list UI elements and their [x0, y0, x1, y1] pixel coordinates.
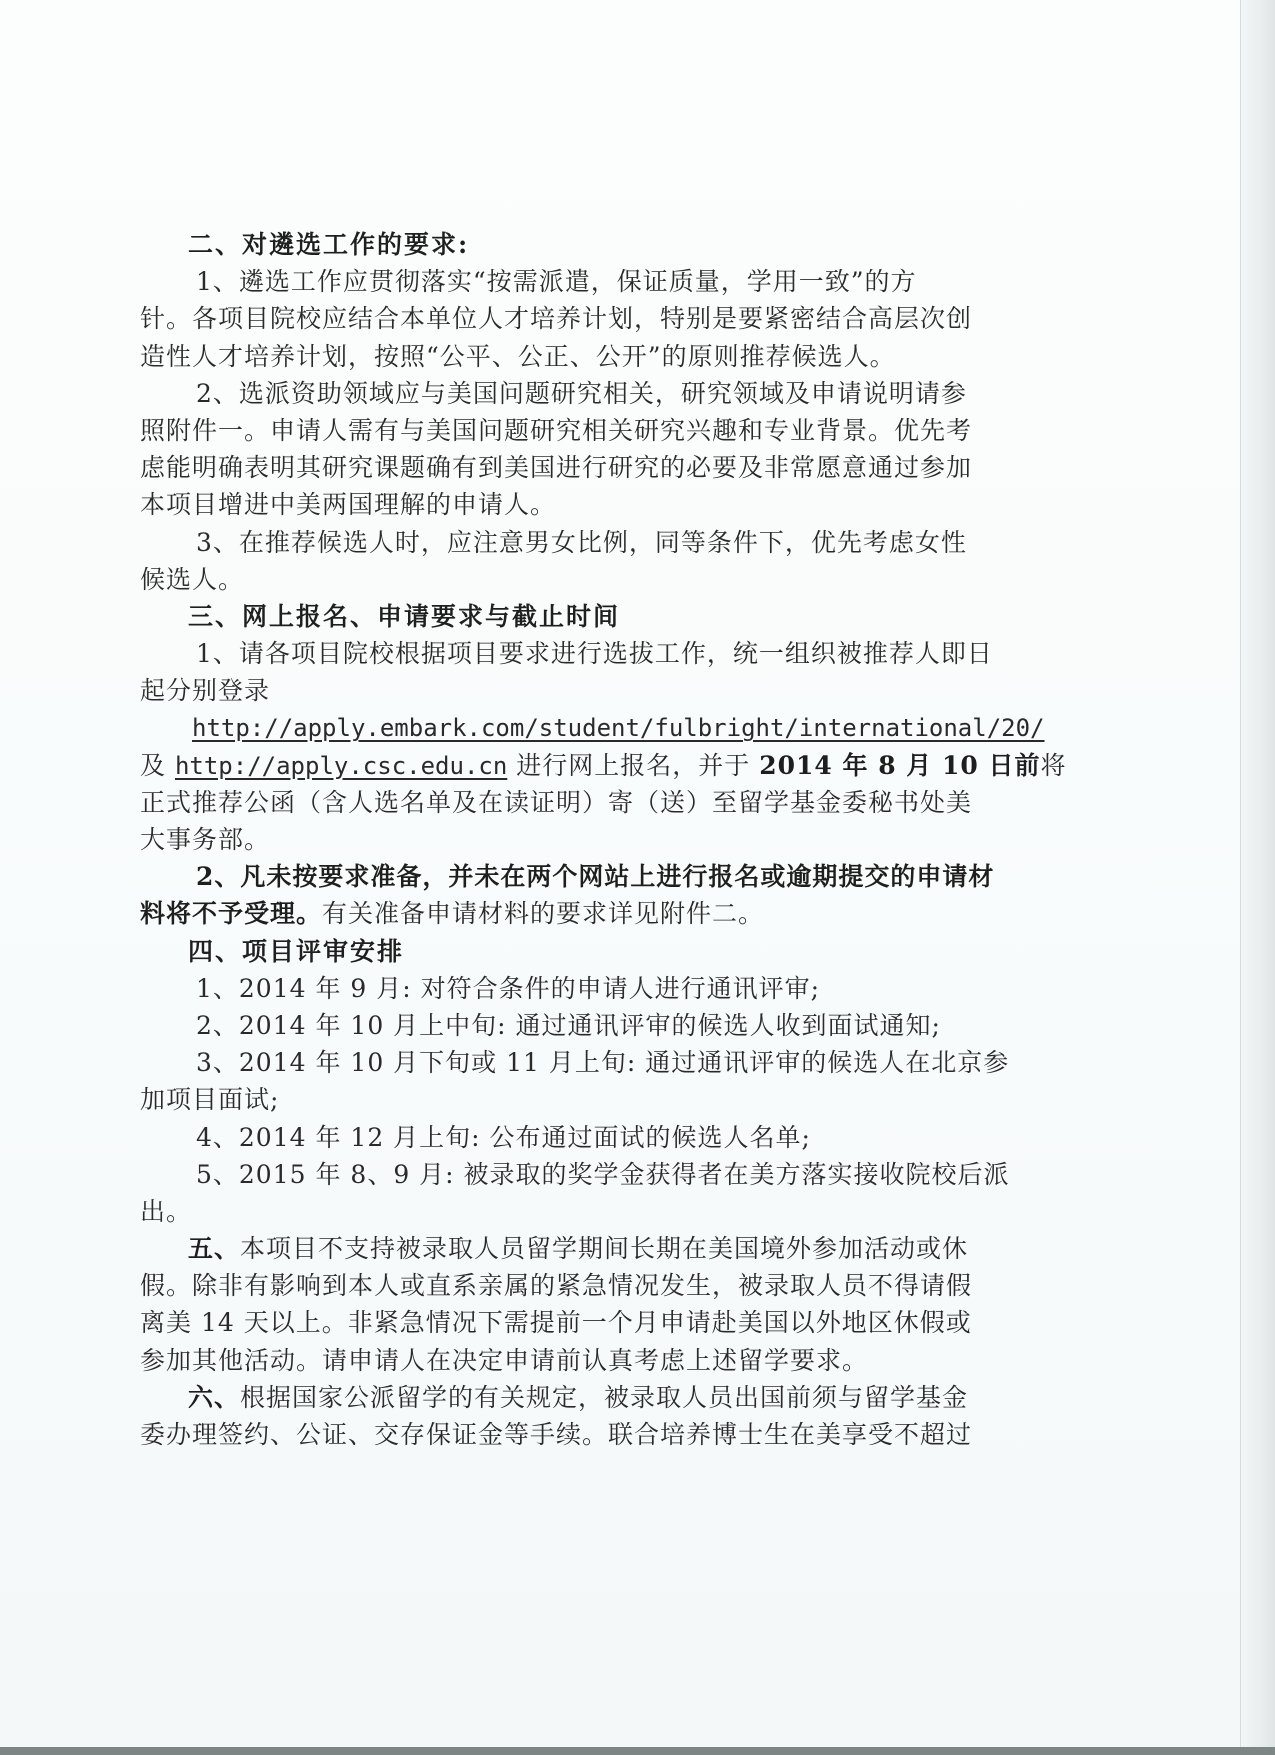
scan-right-edge	[1240, 0, 1275, 1755]
text-fragment: 进行网上报名，并于	[507, 750, 760, 780]
paragraph-line: 参加其他活动。请申请人在决定申请前认真考虑上述留学要求。	[140, 1345, 869, 1375]
paragraph-line: 本项目增进中美两国理解的申请人。	[140, 490, 557, 520]
paragraph-line: 虑能明确表明其研究课题确有到美国进行研究的必要及非常愿意通过参加	[140, 453, 973, 483]
section-label-5: 五、	[188, 1234, 241, 1264]
section-label-6: 六、	[188, 1382, 241, 1412]
section-heading-4: 四、项目评审安排	[188, 936, 405, 966]
section-heading-2: 二、对遴选工作的要求:	[188, 230, 470, 259]
paragraph-line: 1、遴选工作应贯彻落实“按需派遣，保证质量，学用一致”的方	[196, 267, 917, 297]
schedule-item-continued: 加项目面试;	[140, 1085, 280, 1115]
schedule-item: 3、2014 年 10 月下旬或 11 月上旬: 通过通讯评审的候选人在北京参	[196, 1048, 1010, 1078]
text-fragment: 根据国家公派留学的有关规定，被录取人员出国前须与留学基金	[240, 1382, 969, 1412]
paragraph-line	[140, 895, 1090, 932]
paragraph-line: 正式推荐公函（含人选名单及在读证明）寄（送）至留学基金委秘书处美	[140, 787, 973, 817]
bold-fragment: 料将不予受理。	[140, 899, 323, 929]
paragraph-line	[140, 1230, 1090, 1267]
section-heading-3: 三、网上报名、申请要求与截止时间	[188, 601, 621, 631]
paragraph-line	[140, 747, 1090, 784]
text-fragment: 将	[1040, 750, 1067, 780]
text-fragment: 本项目不支持被录取人员留学期间长期在美国境外参加活动或休	[240, 1234, 969, 1264]
paragraph-line: 针。各项目院校应结合本单位人才培养计划，特别是要紧密结合高层次创	[140, 304, 973, 334]
text-fragment: 及	[140, 750, 175, 780]
paragraph-line: 2、选派资助领域应与美国问题研究相关，研究领域及申请说明请参	[196, 378, 967, 408]
paragraph-line: 假。除非有影响到本人或直系亲属的紧急情况发生，被录取人员不得请假	[140, 1271, 973, 1301]
csc-apply-link[interactable]: http://apply.csc.edu.cn	[174, 751, 508, 780]
paragraph-line: 大事务部。	[140, 825, 271, 854]
paragraph-line: 3、在推荐候选人时，应注意男女比例，同等条件下，优先考虑女性	[196, 527, 967, 557]
text-fragment: 有关准备申请材料的要求详见附件二。	[322, 899, 765, 929]
paragraph-line: 候选人。	[140, 564, 245, 594]
paragraph-line-bold: 2、凡未按要求准备，并未在两个网站上进行报名或逾期提交的申请材	[196, 862, 995, 892]
paragraph-line: 委办理签约、公证、交存保证金等手续。联合培养博士生在美享受不超过	[140, 1420, 973, 1449]
paragraph-line: 造性人才培养计划，按照“公平、公正、公开”的原则推荐候选人。	[140, 341, 896, 371]
paragraph-line: 1、请各项目院校根据项目要求进行选拔工作，统一组织被推荐人即日	[196, 639, 993, 669]
schedule-item: 4、2014 年 12 月上旬: 公布通过面试的候选人名单;	[196, 1122, 811, 1152]
deadline-date: 2014 年 8 月 10 日前	[759, 750, 1041, 780]
schedule-item: 5、2015 年 8、9 月: 被录取的奖学金获得者在美方落实接收院校后派	[196, 1159, 1010, 1189]
schedule-item-continued: 出。	[140, 1196, 193, 1226]
paragraph-line	[140, 1379, 1090, 1416]
document-body	[140, 226, 1090, 1453]
paragraph-line: 照附件一。申请人需有与美国问题研究相关研究兴趣和专业背景。优先考	[140, 415, 973, 445]
schedule-item: 1、2014 年 9 月: 对符合条件的申请人进行通讯评审;	[196, 973, 821, 1003]
paragraph-line: 离美 14 天以上。非紧急情况下需提前一个月申请赴美国以外地区休假或	[140, 1308, 972, 1338]
url-line	[140, 709, 1090, 746]
paragraph-line: 起分别登录	[140, 676, 271, 706]
schedule-item: 2、2014 年 10 月上中旬: 通过通讯评审的候选人收到面试通知;	[196, 1010, 941, 1040]
fulbright-apply-link[interactable]: http://apply.embark.com/student/fulbright/international/20/	[192, 714, 1045, 743]
scan-bottom-edge	[0, 1747, 1275, 1755]
